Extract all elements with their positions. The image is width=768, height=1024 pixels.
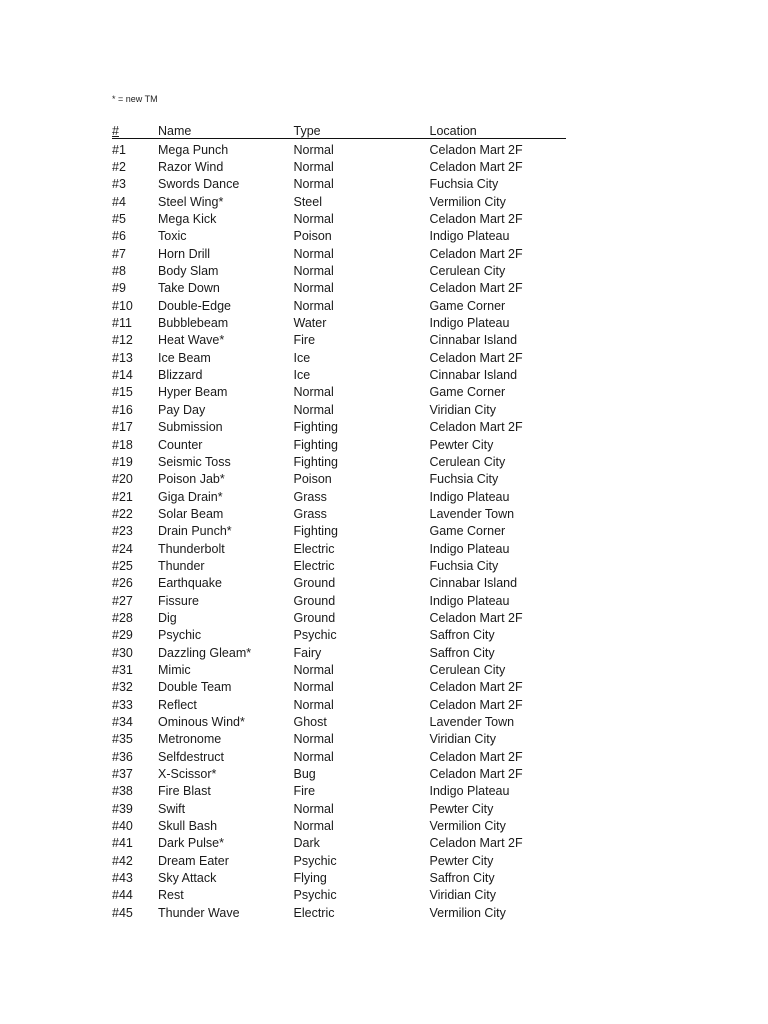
cell-name: Thunder Wave (158, 905, 240, 920)
table-row (112, 245, 566, 262)
cell-location: Game Corner (429, 385, 506, 400)
cell-location: Celadon Mart 2F (429, 420, 523, 435)
cell-type: Fire (293, 333, 316, 348)
cell-number: #6 (112, 229, 126, 244)
cell-location: Celadon Mart 2F (429, 749, 523, 764)
cell-type: Normal (293, 142, 334, 157)
table-row (112, 488, 566, 505)
cell-name: Thunder (158, 558, 205, 573)
cell-name: Sky Attack (158, 871, 217, 886)
cell-number: #27 (112, 593, 133, 608)
cell-type: Electric (293, 905, 335, 920)
cell-number: #2 (112, 160, 126, 175)
cell-number: #22 (112, 506, 133, 521)
cell-name: Toxic (158, 229, 187, 244)
cell-location: Celadon Mart 2F (429, 212, 523, 227)
cell-name: Swift (158, 801, 186, 816)
cell-name: Horn Drill (158, 246, 211, 261)
cell-number: #36 (112, 749, 133, 764)
cell-type: Poison (293, 472, 332, 487)
cell-type: Normal (293, 246, 334, 261)
cell-location: Lavender Town (429, 506, 515, 521)
cell-number: #12 (112, 333, 133, 348)
table-row (112, 419, 566, 436)
cell-type: Normal (293, 749, 334, 764)
cell-type: Fighting (293, 454, 338, 469)
cell-number: #23 (112, 524, 133, 539)
cell-name: Body Slam (158, 264, 219, 279)
cell-name: Counter (158, 437, 203, 452)
cell-type: Normal (293, 402, 334, 417)
cell-location: Viridian City (429, 732, 496, 747)
table-row (112, 523, 566, 540)
cell-type: Ground (293, 593, 336, 608)
cell-location: Celadon Mart 2F (429, 767, 523, 782)
table-row (112, 193, 566, 210)
cell-name: Blizzard (158, 368, 203, 383)
cell-name: Ice Beam (158, 350, 211, 365)
cell-location: Celadon Mart 2F (429, 350, 523, 365)
table-row (112, 644, 566, 661)
cell-location: Celadon Mart 2F (429, 836, 523, 851)
cell-type: Normal (293, 385, 334, 400)
cell-location: Indigo Plateau (429, 316, 510, 331)
table-row (112, 696, 566, 713)
cell-number: #29 (112, 628, 133, 643)
cell-type: Normal (293, 177, 334, 192)
cell-name: Selfdestruct (158, 749, 225, 764)
cell-location: Fuchsia City (429, 558, 499, 573)
table-row (112, 592, 566, 609)
cell-number: #34 (112, 715, 133, 730)
table-row (112, 887, 566, 904)
cell-location: Lavender Town (429, 715, 515, 730)
cell-name: Solar Beam (158, 506, 224, 521)
cell-type: Ground (293, 610, 336, 625)
cell-number: #30 (112, 645, 133, 660)
cell-number: #19 (112, 454, 133, 469)
cell-location: Cerulean City (429, 662, 506, 677)
cell-type: Normal (293, 662, 334, 677)
table-row (112, 713, 566, 730)
cell-number: #11 (112, 316, 132, 331)
cell-location: Indigo Plateau (429, 593, 510, 608)
cell-number: #16 (112, 402, 133, 417)
cell-type: Electric (293, 541, 335, 556)
cell-location: Celadon Mart 2F (429, 160, 523, 175)
table-row (112, 904, 566, 921)
table-row (112, 852, 566, 869)
cell-number: #5 (112, 212, 126, 227)
cell-name: Fire Blast (158, 784, 211, 799)
cell-number: #10 (112, 298, 133, 313)
table-row (112, 505, 566, 522)
cell-number: #33 (112, 697, 133, 712)
cell-type: Grass (293, 506, 327, 521)
cell-location: Celadon Mart 2F (429, 281, 523, 296)
cell-name: Skull Bash (158, 819, 218, 834)
cell-type: Fire (293, 784, 316, 799)
cell-location: Indigo Plateau (429, 489, 510, 504)
cell-number: #14 (112, 368, 133, 383)
cell-type: Fighting (293, 420, 338, 435)
cell-location: Cinnabar Island (429, 576, 518, 591)
cell-type: Normal (293, 212, 334, 227)
cell-location: Vermilion City (429, 194, 506, 209)
cell-number: #42 (112, 853, 133, 868)
cell-type: Fighting (293, 437, 338, 452)
legend-note: * = new TM (112, 94, 158, 104)
cell-name: Pay Day (158, 402, 206, 417)
cell-type: Water (293, 316, 327, 331)
cell-name: Dazzling Gleam* (158, 645, 252, 660)
cell-location: Pewter City (429, 801, 494, 816)
cell-name: Fissure (158, 593, 199, 608)
cell-number: #41 (112, 836, 133, 851)
table-row (112, 765, 566, 782)
cell-number: #21 (112, 489, 133, 504)
cell-location: Pewter City (429, 437, 494, 452)
cell-number: #18 (112, 437, 133, 452)
table-row (112, 817, 566, 834)
header-location: Location (429, 124, 477, 138)
cell-location: Celadon Mart 2F (429, 680, 523, 695)
cell-number: #15 (112, 385, 133, 400)
cell-location: Indigo Plateau (429, 229, 510, 244)
table-row (112, 176, 566, 193)
cell-name: Earthquake (158, 576, 222, 591)
cell-type: Normal (293, 697, 334, 712)
cell-number: #40 (112, 819, 133, 834)
table-row (112, 471, 566, 488)
cell-type: Ground (293, 576, 336, 591)
cell-location: Saffron City (429, 628, 495, 643)
cell-name: Hyper Beam (158, 385, 228, 400)
cell-type: Fairy (293, 645, 322, 660)
cell-type: Normal (293, 281, 334, 296)
table-row (112, 679, 566, 696)
cell-name: Reflect (158, 697, 197, 712)
cell-type: Normal (293, 801, 334, 816)
cell-location: Game Corner (429, 524, 506, 539)
table-row (112, 384, 566, 401)
cell-name: Razor Wind (158, 160, 224, 175)
cell-number: #35 (112, 732, 133, 747)
cell-type: Normal (293, 264, 334, 279)
table-row (112, 661, 566, 678)
cell-name: Giga Drain* (158, 489, 223, 504)
cell-type: Psychic (293, 888, 337, 903)
table-row (112, 314, 566, 331)
cell-location: Saffron City (429, 645, 495, 660)
cell-type: Flying (293, 871, 327, 886)
cell-location: Indigo Plateau (429, 541, 510, 556)
cell-number: #39 (112, 801, 133, 816)
cell-type: Psychic (293, 628, 337, 643)
tm-table (112, 123, 566, 921)
cell-location: Viridian City (429, 402, 496, 417)
cell-number: #4 (112, 194, 126, 209)
cell-number: #31 (112, 662, 133, 677)
cell-number: #24 (112, 541, 133, 556)
cell-number: #3 (112, 177, 126, 192)
table-row (112, 141, 566, 158)
cell-name: Dream Eater (158, 853, 229, 868)
cell-number: #44 (112, 888, 133, 903)
cell-number: #7 (112, 246, 126, 261)
cell-type: Steel (293, 194, 322, 209)
cell-number: #1 (112, 142, 126, 157)
cell-type: Normal (293, 732, 334, 747)
table-row (112, 575, 566, 592)
cell-name: Ominous Wind* (158, 715, 245, 730)
cell-number: #9 (112, 281, 126, 296)
table-row (112, 869, 566, 886)
cell-name: Rest (158, 888, 184, 903)
table-row (112, 210, 566, 227)
table-row (112, 158, 566, 175)
table-row (112, 436, 566, 453)
cell-name: Poison Jab* (158, 472, 225, 487)
cell-number: #32 (112, 680, 133, 695)
cell-location: Indigo Plateau (429, 784, 510, 799)
cell-type: Grass (293, 489, 327, 504)
cell-location: Pewter City (429, 853, 494, 868)
cell-location: Celadon Mart 2F (429, 697, 523, 712)
cell-location: Celadon Mart 2F (429, 610, 523, 625)
cell-number: #38 (112, 784, 133, 799)
cell-location: Cinnabar Island (429, 333, 518, 348)
cell-type: Bug (293, 767, 316, 782)
cell-number: #26 (112, 576, 133, 591)
cell-name: Submission (158, 420, 223, 435)
cell-name: X-Scissor* (158, 767, 217, 782)
cell-location: Cerulean City (429, 264, 506, 279)
table-row (112, 349, 566, 366)
cell-name: Dark Pulse* (158, 836, 224, 851)
cell-name: Thunderbolt (158, 541, 225, 556)
cell-number: #13 (112, 350, 133, 365)
table-row (112, 835, 566, 852)
cell-name: Drain Punch* (158, 524, 232, 539)
cell-location: Celadon Mart 2F (429, 246, 523, 261)
cell-location: Saffron City (429, 871, 495, 886)
cell-name: Mega Kick (158, 212, 217, 227)
cell-type: Dark (293, 836, 320, 851)
cell-type: Psychic (293, 853, 337, 868)
table-body (112, 141, 566, 921)
cell-type: Normal (293, 160, 334, 175)
cell-type: Normal (293, 680, 334, 695)
table-row (112, 609, 566, 626)
table-row (112, 800, 566, 817)
cell-name: Dig (158, 610, 177, 625)
cell-name: Seismic Toss (158, 454, 231, 469)
cell-name: Take Down (158, 281, 220, 296)
cell-name: Psychic (158, 628, 202, 643)
table-row (112, 262, 566, 279)
table-row (112, 332, 566, 349)
table-row (112, 297, 566, 314)
cell-number: #17 (112, 420, 133, 435)
table-row (112, 366, 566, 383)
table-row (112, 627, 566, 644)
table-row (112, 453, 566, 470)
cell-type: Normal (293, 298, 334, 313)
cell-location: Fuchsia City (429, 177, 499, 192)
cell-location: Game Corner (429, 298, 506, 313)
table-row (112, 748, 566, 765)
cell-name: Metronome (158, 732, 222, 747)
table-row (112, 557, 566, 574)
cell-number: #43 (112, 871, 133, 886)
cell-number: #45 (112, 905, 133, 920)
cell-location: Viridian City (429, 888, 496, 903)
cell-name: Bubblebeam (158, 316, 229, 331)
cell-type: Ghost (293, 715, 327, 730)
cell-type: Fighting (293, 524, 338, 539)
cell-number: #37 (112, 767, 133, 782)
cell-type: Electric (293, 558, 335, 573)
cell-name: Heat Wave* (158, 333, 225, 348)
cell-location: Cinnabar Island (429, 368, 518, 383)
table-row (112, 280, 566, 297)
cell-name: Mimic (158, 662, 191, 677)
cell-location: Celadon Mart 2F (429, 142, 523, 157)
table-row (112, 731, 566, 748)
table-header (112, 123, 566, 139)
table-row (112, 540, 566, 557)
cell-number: #28 (112, 610, 133, 625)
cell-type: Ice (293, 350, 311, 365)
cell-number: #20 (112, 472, 133, 487)
table-row (112, 401, 566, 418)
cell-type: Poison (293, 229, 332, 244)
cell-number: #25 (112, 558, 133, 573)
cell-name: Mega Punch (158, 142, 229, 157)
header-name: Name (158, 124, 192, 138)
cell-name: Swords Dance (158, 177, 240, 192)
cell-location: Cerulean City (429, 454, 506, 469)
table-row (112, 783, 566, 800)
cell-name: Double-Edge (158, 298, 231, 313)
cell-location: Fuchsia City (429, 472, 499, 487)
cell-type: Normal (293, 819, 334, 834)
cell-type: Ice (293, 368, 311, 383)
cell-name: Double Team (158, 680, 232, 695)
cell-number: #8 (112, 264, 126, 279)
header-type: Type (293, 124, 321, 138)
cell-location: Vermilion City (429, 905, 506, 920)
cell-location: Vermilion City (429, 819, 506, 834)
table-row (112, 228, 566, 245)
header-number: # (112, 124, 119, 138)
cell-name: Steel Wing* (158, 194, 224, 209)
